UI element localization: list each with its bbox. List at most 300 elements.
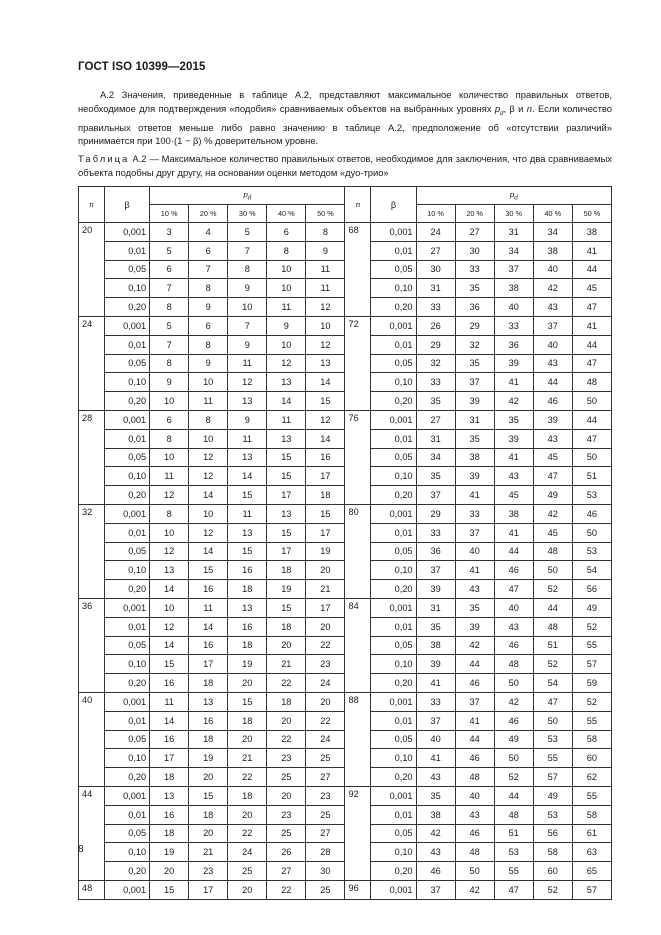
value-cell: 38 (416, 805, 455, 824)
value-cell: 37 (416, 711, 455, 730)
value-cell: 39 (416, 655, 455, 674)
value-cell: 38 (494, 504, 533, 523)
value-cell: 18 (306, 485, 345, 504)
table-row (79, 579, 612, 598)
value-cell: 15 (150, 880, 189, 900)
value-cell: 56 (533, 824, 572, 843)
value-cell: 46 (533, 391, 572, 410)
value-cell: 12 (306, 410, 345, 429)
value-cell: 43 (455, 579, 494, 598)
value-cell: 35 (416, 391, 455, 410)
n-cell (79, 730, 105, 749)
value-cell: 13 (228, 524, 267, 543)
value-cell: 33 (455, 504, 494, 523)
beta-cell: 0,20 (371, 485, 416, 504)
value-cell: 15 (150, 655, 189, 674)
beta-cell: 0,10 (105, 843, 150, 862)
value-cell: 14 (150, 636, 189, 655)
beta-cell: 0,10 (105, 279, 150, 298)
value-cell: 41 (572, 242, 611, 261)
value-cell: 46 (494, 561, 533, 580)
col-header-pd-right: $p_d$ (416, 187, 611, 205)
value-cell: 51 (572, 467, 611, 486)
value-cell: 52 (533, 655, 572, 674)
value-cell: 11 (228, 504, 267, 523)
value-cell: 11 (228, 430, 267, 449)
beta-cell: 0,01 (371, 711, 416, 730)
value-cell: 35 (416, 786, 455, 805)
value-cell: 16 (150, 730, 189, 749)
value-cell: 20 (189, 767, 228, 786)
value-cell: 12 (267, 354, 306, 373)
n-cell (79, 260, 105, 279)
n-cell: 88 (345, 692, 371, 711)
value-cell: 51 (533, 636, 572, 655)
value-cell: 37 (455, 692, 494, 711)
value-cell: 20 (228, 805, 267, 824)
value-cell: 16 (189, 579, 228, 598)
table-row (79, 223, 612, 242)
value-cell: 37 (494, 260, 533, 279)
pd-level: 30 % (228, 205, 267, 223)
value-cell: 12 (228, 373, 267, 392)
value-cell: 57 (533, 767, 572, 786)
value-cell: 11 (150, 692, 189, 711)
value-cell: 58 (572, 805, 611, 824)
value-cell: 9 (306, 242, 345, 261)
value-cell: 6 (267, 223, 306, 242)
table-row (79, 297, 612, 316)
value-cell: 24 (306, 673, 345, 692)
value-cell: 42 (533, 279, 572, 298)
beta-cell: 0,10 (105, 467, 150, 486)
value-cell: 23 (267, 805, 306, 824)
beta-cell: 0,01 (105, 805, 150, 824)
beta-cell: 0,05 (105, 542, 150, 561)
value-cell: 44 (572, 336, 611, 355)
value-cell: 58 (572, 730, 611, 749)
n-cell (79, 430, 105, 449)
n-cell: 72 (345, 316, 371, 335)
value-cell: 53 (533, 805, 572, 824)
table-row (79, 504, 612, 523)
table-row (79, 617, 612, 636)
value-cell: 10 (150, 391, 189, 410)
beta-cell: 0,01 (371, 336, 416, 355)
value-cell: 27 (416, 410, 455, 429)
value-cell: 16 (189, 636, 228, 655)
value-cell: 25 (267, 824, 306, 843)
table-row (79, 524, 612, 543)
n-cell (79, 767, 105, 786)
value-cell: 41 (494, 373, 533, 392)
value-cell: 15 (189, 561, 228, 580)
table-body (79, 223, 612, 900)
n-cell (345, 655, 371, 674)
beta-cell: 0,05 (105, 260, 150, 279)
n-cell (79, 279, 105, 298)
value-cell: 16 (150, 805, 189, 824)
value-cell: 49 (494, 730, 533, 749)
value-cell: 46 (572, 504, 611, 523)
n-cell (345, 824, 371, 843)
table-row (79, 260, 612, 279)
n-cell (345, 354, 371, 373)
n-cell: 92 (345, 786, 371, 805)
n-cell (345, 805, 371, 824)
beta-cell: 0,10 (105, 373, 150, 392)
value-cell: 13 (189, 692, 228, 711)
beta-cell: 0,001 (371, 598, 416, 617)
value-cell: 55 (572, 786, 611, 805)
table-row (79, 805, 612, 824)
beta-cell: 0,20 (105, 485, 150, 504)
n-cell (345, 391, 371, 410)
beta-cell: 0,01 (105, 524, 150, 543)
value-cell: 33 (416, 692, 455, 711)
value-cell: 40 (416, 730, 455, 749)
beta-cell: 0,01 (371, 430, 416, 449)
value-cell: 29 (416, 336, 455, 355)
value-cell: 7 (228, 242, 267, 261)
n-cell (345, 524, 371, 543)
beta-cell: 0,01 (371, 524, 416, 543)
value-cell: 48 (455, 843, 494, 862)
value-cell: 50 (533, 561, 572, 580)
value-cell: 48 (494, 805, 533, 824)
table-row (79, 410, 612, 429)
value-cell: 27 (455, 223, 494, 242)
value-cell: 20 (189, 824, 228, 843)
beta-cell: 0,01 (371, 617, 416, 636)
value-cell: 10 (267, 260, 306, 279)
n-cell (79, 524, 105, 543)
beta-cell: 0,01 (105, 242, 150, 261)
value-cell: 58 (533, 843, 572, 862)
value-cell: 47 (572, 430, 611, 449)
beta-cell: 0,05 (371, 448, 416, 467)
value-cell: 15 (228, 485, 267, 504)
value-cell: 15 (228, 692, 267, 711)
n-cell: 36 (79, 598, 105, 617)
value-cell: 23 (189, 861, 228, 880)
value-cell: 31 (494, 223, 533, 242)
n-cell (79, 448, 105, 467)
n-cell: 40 (79, 692, 105, 711)
value-cell: 37 (455, 524, 494, 543)
n-cell (345, 448, 371, 467)
n-cell (345, 485, 371, 504)
value-cell: 9 (267, 316, 306, 335)
value-cell: 46 (455, 824, 494, 843)
n-cell (345, 467, 371, 486)
beta-cell: 0,20 (105, 673, 150, 692)
value-cell: 50 (572, 448, 611, 467)
value-cell: 41 (494, 448, 533, 467)
value-cell: 6 (189, 242, 228, 261)
value-cell: 46 (455, 673, 494, 692)
pd-level: 20 % (189, 205, 228, 223)
value-cell: 8 (189, 279, 228, 298)
beta-cell: 0,10 (105, 749, 150, 768)
value-cell: 6 (150, 410, 189, 429)
value-cell: 21 (306, 579, 345, 598)
value-cell: 9 (189, 354, 228, 373)
value-cell: 41 (416, 749, 455, 768)
value-cell: 21 (267, 655, 306, 674)
beta-cell: 0,001 (371, 316, 416, 335)
value-cell: 37 (416, 485, 455, 504)
value-cell: 60 (533, 861, 572, 880)
value-cell: 13 (306, 354, 345, 373)
value-cell: 50 (572, 391, 611, 410)
table-row (79, 561, 612, 580)
page-number: 8 (78, 844, 84, 855)
duo-trio-table (78, 186, 612, 900)
beta-cell: 0,20 (105, 579, 150, 598)
n-symbol: n (526, 102, 533, 114)
value-cell: 61 (572, 824, 611, 843)
n-cell (345, 279, 371, 298)
value-cell: 43 (533, 297, 572, 316)
value-cell: 57 (572, 655, 611, 674)
value-cell: 24 (416, 223, 455, 242)
beta-cell: 0,001 (105, 316, 150, 335)
value-cell: 25 (306, 749, 345, 768)
value-cell: 52 (572, 692, 611, 711)
n-cell (345, 542, 371, 561)
value-cell: 25 (306, 880, 345, 900)
col-header-beta: β (105, 187, 150, 223)
n-cell (345, 336, 371, 355)
value-cell: 46 (455, 749, 494, 768)
value-cell: 22 (306, 636, 345, 655)
beta-cell: 0,10 (371, 749, 416, 768)
value-cell: 35 (455, 430, 494, 449)
n-cell (345, 561, 371, 580)
value-cell: 42 (455, 636, 494, 655)
value-cell: 26 (416, 316, 455, 335)
value-cell: 23 (267, 749, 306, 768)
n-cell (345, 617, 371, 636)
value-cell: 47 (533, 467, 572, 486)
value-cell: 48 (455, 767, 494, 786)
beta-cell: 0,001 (371, 504, 416, 523)
value-cell: 27 (306, 767, 345, 786)
beta-cell: 0,05 (105, 448, 150, 467)
value-cell: 13 (228, 448, 267, 467)
value-cell: 42 (533, 504, 572, 523)
value-cell: 21 (189, 843, 228, 862)
n-cell (79, 485, 105, 504)
value-cell: 10 (150, 448, 189, 467)
table-row (79, 391, 612, 410)
value-cell: 15 (189, 786, 228, 805)
value-cell: 19 (267, 579, 306, 598)
value-cell: 48 (572, 373, 611, 392)
value-cell: 53 (572, 542, 611, 561)
n-cell: 44 (79, 786, 105, 805)
value-cell: 38 (416, 636, 455, 655)
value-cell: 34 (494, 242, 533, 261)
value-cell: 43 (494, 617, 533, 636)
value-cell: 44 (572, 410, 611, 429)
value-cell: 50 (494, 749, 533, 768)
value-cell: 43 (455, 805, 494, 824)
value-cell: 42 (494, 692, 533, 711)
value-cell: 8 (150, 354, 189, 373)
table-row (79, 542, 612, 561)
value-cell: 17 (189, 655, 228, 674)
n-cell (79, 824, 105, 843)
table-row (79, 655, 612, 674)
beta-cell: 0,20 (371, 391, 416, 410)
value-cell: 42 (416, 824, 455, 843)
value-cell: 33 (416, 297, 455, 316)
value-cell: 49 (533, 786, 572, 805)
value-cell: 12 (306, 297, 345, 316)
value-cell: 36 (416, 542, 455, 561)
table-row (79, 861, 612, 880)
value-cell: 59 (572, 673, 611, 692)
value-cell: 62 (572, 767, 611, 786)
value-cell: 13 (150, 561, 189, 580)
value-cell: 12 (150, 542, 189, 561)
beta-cell: 0,05 (371, 636, 416, 655)
value-cell: 10 (189, 373, 228, 392)
value-cell: 50 (494, 673, 533, 692)
n-cell (79, 861, 105, 880)
beta-cell: 0,10 (371, 467, 416, 486)
value-cell: 12 (150, 617, 189, 636)
intro-text-1: А.2 Значения, приведенные в таблице А.2, представляют максимальное количество правильных ответов, необходимое для подтверждения «подобия» сравниваемых объектов на выбранных уровнях (78, 89, 612, 114)
value-cell: 18 (228, 579, 267, 598)
n-cell (345, 749, 371, 768)
table-row (79, 279, 612, 298)
value-cell: 11 (306, 279, 345, 298)
pd-level: 50 % (306, 205, 345, 223)
table-row (79, 767, 612, 786)
value-cell: 10 (150, 598, 189, 617)
value-cell: 14 (150, 711, 189, 730)
beta-cell: 0,20 (371, 767, 416, 786)
value-cell: 35 (455, 279, 494, 298)
pd-level: 10 % (416, 205, 455, 223)
value-cell: 8 (150, 297, 189, 316)
value-cell: 7 (228, 316, 267, 335)
value-cell: 39 (455, 617, 494, 636)
value-cell: 14 (150, 579, 189, 598)
value-cell: 9 (228, 410, 267, 429)
intro-text-2: , β и (503, 102, 527, 114)
value-cell: 18 (228, 711, 267, 730)
value-cell: 16 (228, 561, 267, 580)
value-cell: 10 (228, 297, 267, 316)
n-cell (79, 749, 105, 768)
n-cell: 68 (345, 223, 371, 242)
value-cell: 41 (455, 485, 494, 504)
value-cell: 8 (150, 430, 189, 449)
value-cell: 15 (267, 598, 306, 617)
value-cell: 16 (228, 617, 267, 636)
beta-cell: 0,001 (371, 880, 416, 900)
value-cell: 11 (306, 260, 345, 279)
value-cell: 56 (572, 579, 611, 598)
beta-cell: 0,10 (371, 373, 416, 392)
value-cell: 33 (494, 316, 533, 335)
value-cell: 10 (267, 336, 306, 355)
value-cell: 47 (572, 297, 611, 316)
value-cell: 44 (533, 598, 572, 617)
value-cell: 17 (306, 524, 345, 543)
beta-cell: 0,01 (371, 805, 416, 824)
value-cell: 15 (306, 504, 345, 523)
n-cell (345, 430, 371, 449)
value-cell: 44 (572, 260, 611, 279)
value-cell: 50 (455, 861, 494, 880)
n-cell (79, 579, 105, 598)
value-cell: 4 (189, 223, 228, 242)
value-cell: 20 (306, 561, 345, 580)
value-cell: 25 (306, 805, 345, 824)
table-row (79, 598, 612, 617)
value-cell: 17 (267, 485, 306, 504)
value-cell: 39 (533, 410, 572, 429)
n-cell (79, 636, 105, 655)
beta-cell: 0,20 (371, 297, 416, 316)
value-cell: 44 (455, 730, 494, 749)
value-cell: 8 (189, 336, 228, 355)
value-cell: 42 (494, 391, 533, 410)
value-cell: 20 (150, 861, 189, 880)
pd-level: 20 % (455, 205, 494, 223)
value-cell: 50 (533, 711, 572, 730)
value-cell: 38 (533, 242, 572, 261)
value-cell: 18 (189, 805, 228, 824)
n-cell: 48 (79, 880, 105, 900)
beta-cell: 0,05 (371, 824, 416, 843)
value-cell: 41 (455, 711, 494, 730)
value-cell: 18 (189, 673, 228, 692)
beta-cell: 0,05 (371, 354, 416, 373)
beta-cell: 0,05 (105, 824, 150, 843)
beta-cell: 0,10 (371, 279, 416, 298)
beta-cell: 0,001 (105, 223, 150, 242)
n-cell: 24 (79, 316, 105, 335)
value-cell: 23 (306, 786, 345, 805)
value-cell: 6 (189, 316, 228, 335)
value-cell: 20 (267, 711, 306, 730)
beta-cell: 0,01 (371, 242, 416, 261)
value-cell: 9 (150, 373, 189, 392)
table-row (79, 448, 612, 467)
n-cell: 80 (345, 504, 371, 523)
value-cell: 47 (494, 579, 533, 598)
value-cell: 25 (228, 861, 267, 880)
value-cell: 14 (267, 391, 306, 410)
value-cell: 54 (572, 561, 611, 580)
value-cell: 52 (533, 579, 572, 598)
table-caption (78, 152, 612, 179)
value-cell: 49 (572, 598, 611, 617)
value-cell: 23 (306, 655, 345, 674)
table-row (79, 485, 612, 504)
col-header-n-right: n (345, 187, 371, 223)
table-row (79, 880, 612, 900)
value-cell: 28 (306, 843, 345, 862)
value-cell: 22 (306, 711, 345, 730)
value-cell: 18 (150, 824, 189, 843)
